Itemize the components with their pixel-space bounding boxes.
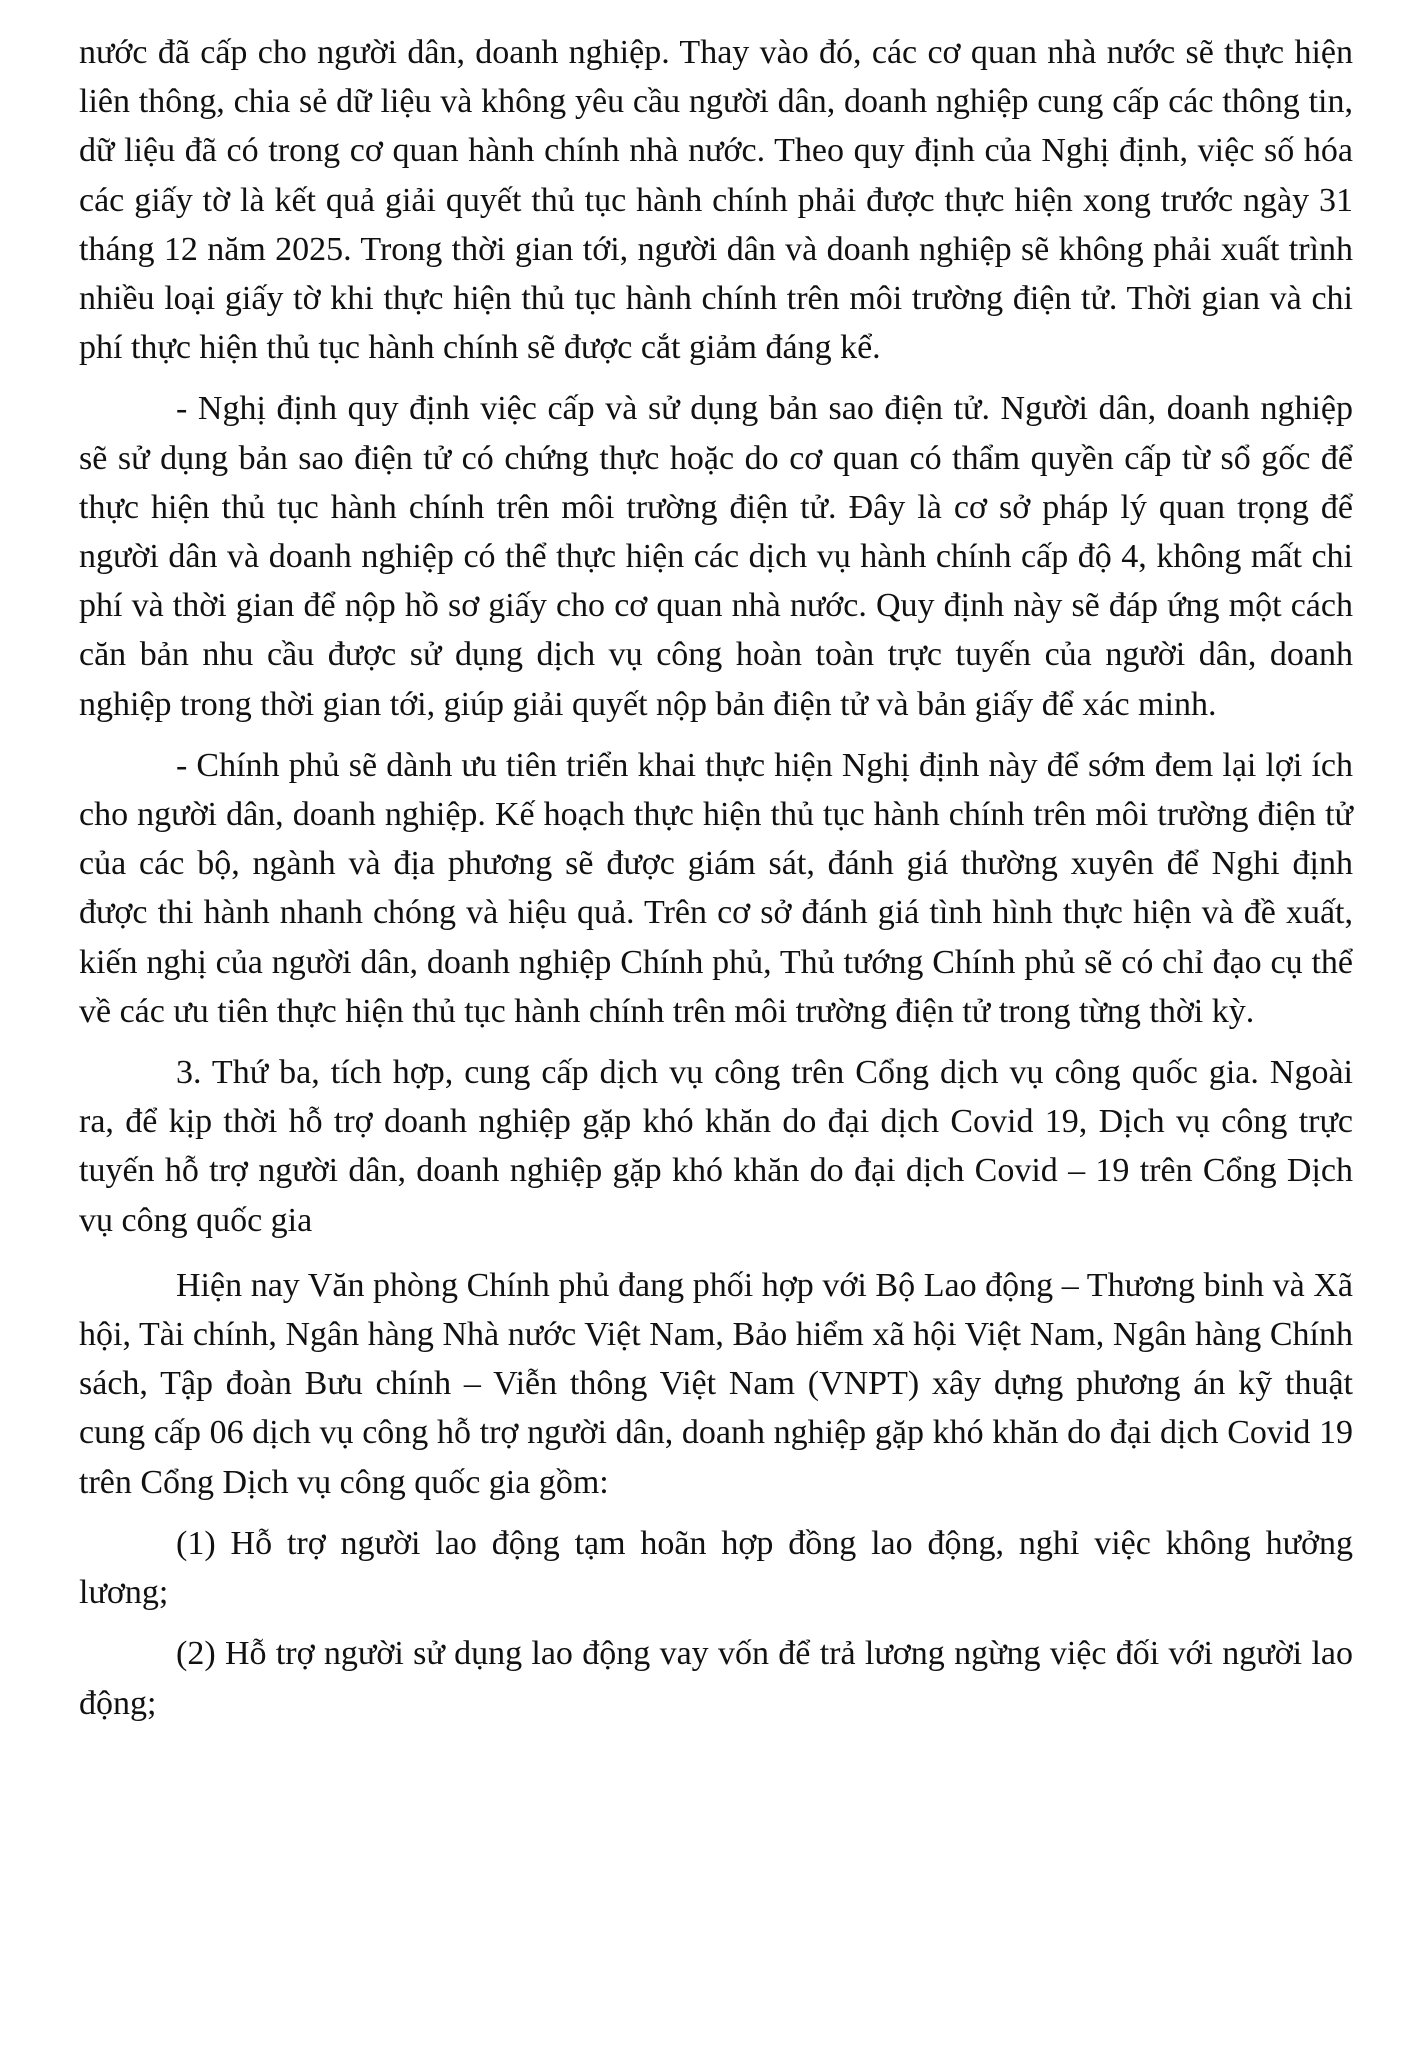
paragraph-section-3: 3. Thứ ba, tích hợp, cung cấp dịch vụ công trên Cổng dịch vụ công quốc gia. Ngoài ra, để kịp thời hỗ trợ doanh nghiệp gặp khó khăn do đại dịch Covid 19, Dịch vụ công trực tuyến hỗ trợ người dân, doanh nghiệp gặp khó khăn do đại dịch Covid – 19 trên Cổng Dịch vụ công quốc gia [79, 1054, 1353, 1239]
list-item-2: (2) Hỗ trợ người sử dụng lao động vay vốn để trả lương ngừng việc đối với người lao động; [79, 1635, 1353, 1722]
list-item-1: (1) Hỗ trợ người lao động tạm hoãn hợp đồng lao động, nghỉ việc không hưởng lương; [79, 1524, 1353, 1612]
paragraph-continuation: nước đã cấp cho người dân, doanh nghiệp. Thay vào đó, các cơ quan nhà nước sẽ thực hiện liên thông, chia sẻ dữ liệu và không yêu cầu người dân, doanh nghiệp cung cấp các thông tin, dữ liệu đã có trong cơ quan hành chính nhà nước. Theo quy định của Nghị định, việc số hóa các giấy tờ là kết quả giải quyết thủ tục hành chính phải được thực hiện xong trước ngày 31 tháng 12 năm 2025. Trong thời gian tới, người dân và doanh nghiệp sẽ không phải xuất trình nhiều loại giấy tờ khi thực hiện thủ tục hành chính trên môi trường điện tử. Thời gian và chi phí thực hiện thủ tục hành chính sẽ được cắt giảm đáng kể. [79, 34, 1353, 367]
paragraph-government-priority: - Chính phủ sẽ dành ưu tiên triển khai thực hiện Nghị định này để sớm đem lại lợi ích cho người dân, doanh nghiệp. Kế hoạch thực hiện thủ tục hành chính trên môi trường điện tử của các bộ, ngành và địa phương sẽ được giám sát, đánh giá thường xuyên để Nghi định được thi hành nhanh chóng và hiệu quả. Trên cơ sở đánh giá tình hình thực hiện và đề xuất, kiến nghị của người dân, doanh nghiệp Chính phủ, Thủ tướng Chính phủ sẽ có chỉ đạo cụ thể về các ưu tiên thực hiện thủ tục hành chính trên môi trường điện tử trong từng thời kỳ. [79, 746, 1353, 1030]
paragraph-current-coordination: Hiện nay Văn phòng Chính phủ đang phối hợp với Bộ Lao động – Thương binh và Xã hội, Tài chính, Ngân hàng Nhà nước Việt Nam, Bảo hiểm xã hội Việt Nam, Ngân hàng Chính sách, Tập đoàn Bưu chính – Viễn thông Việt Nam (VNPT) xây dựng phương án kỹ thuật cung cấp 06 dịch vụ công hỗ trợ người dân, doanh nghiệp gặp khó khăn do đại dịch Covid 19 trên Cổng Dịch vụ công quốc gia gồm: [79, 1266, 1353, 1501]
paragraph-electronic-copies: - Nghị định quy định việc cấp và sử dụng bản sao điện tử. Người dân, doanh nghiệp sẽ sử dụng bản sao điện tử có chứng thực hoặc do cơ quan có thẩm quyền cấp từ sổ gốc để thực hiện thủ tục hành chính trên môi trường điện tử. Đây là cơ sở pháp lý quan trọng để người dân và doanh nghiệp có thể thực hiện các dịch vụ hành chính cấp độ 4, không mất chi phí và thời gian để nộp hồ sơ giấy cho cơ quan nhà nước. Quy định này sẽ đáp ứng một cách căn bản nhu cầu được sử dụng dịch vụ công hoàn toàn trực tuyến của người dân, doanh nghiệp trong thời gian tới, giúp giải quyết nộp bản điện tử và bản giấy để xác minh. [79, 390, 1353, 723]
